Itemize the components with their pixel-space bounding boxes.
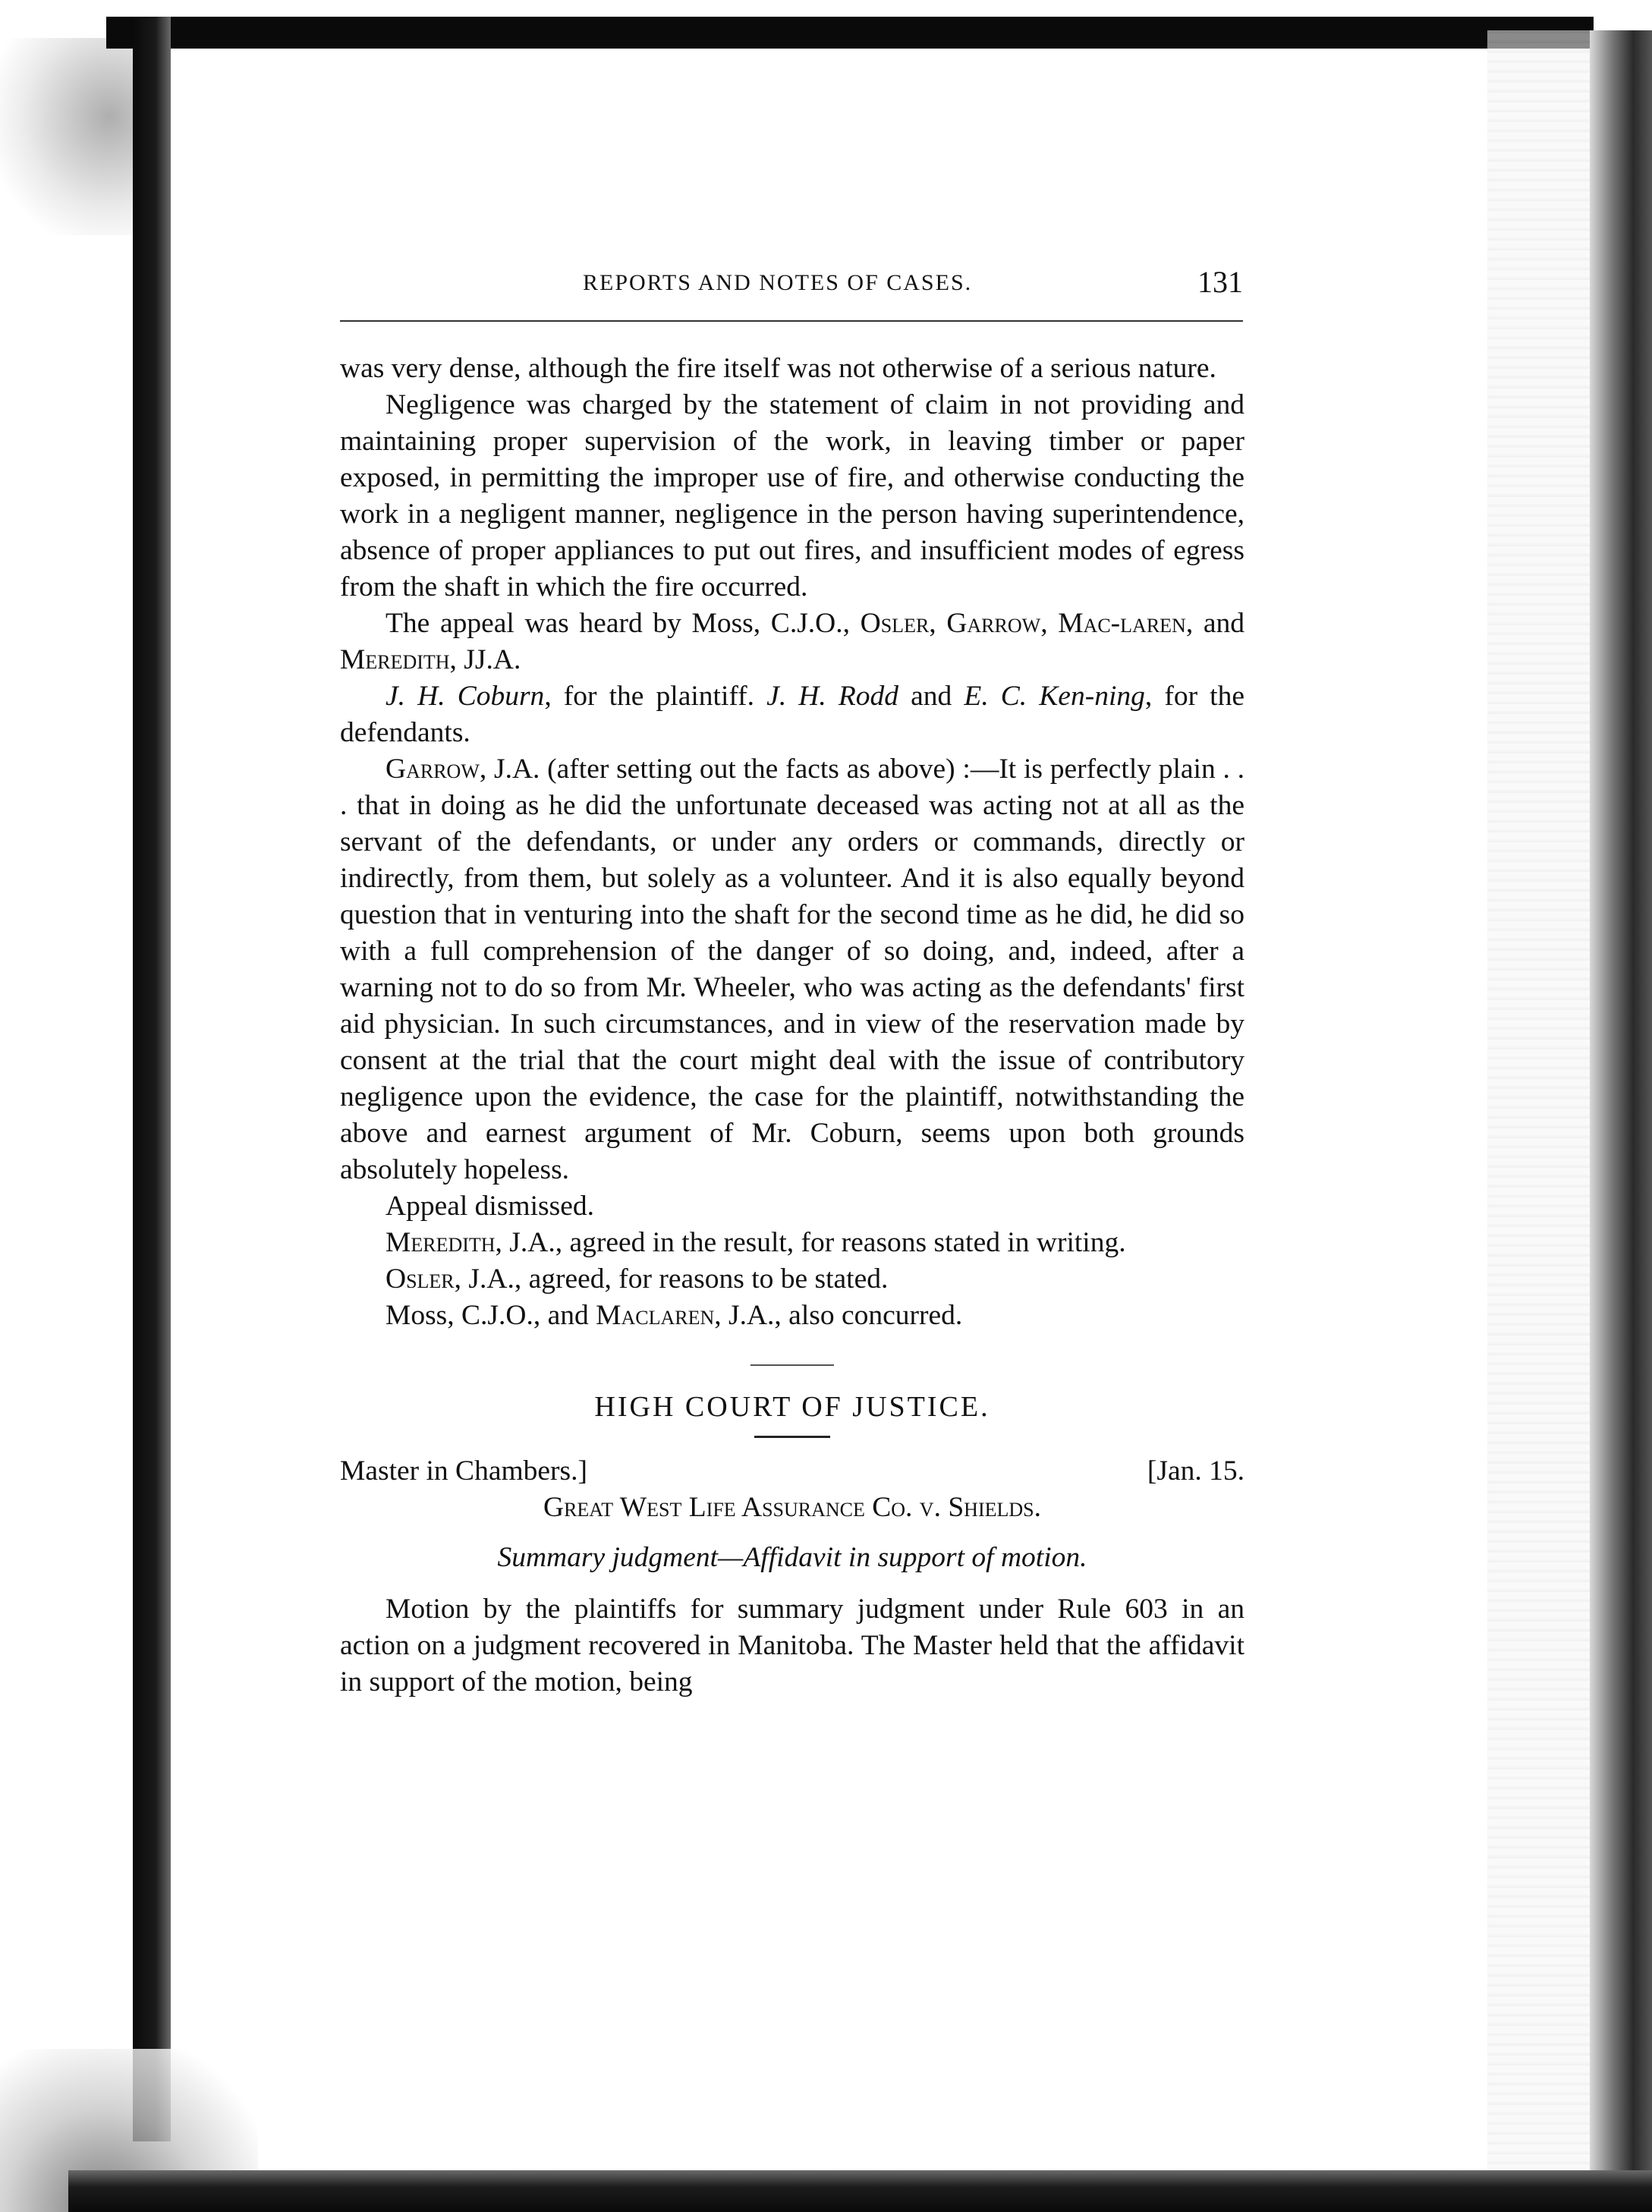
text-run: , bbox=[929, 608, 947, 639]
paragraph-counsel bbox=[340, 678, 1245, 751]
paragraph-osler bbox=[340, 1261, 1245, 1298]
text-run: , J.A. (after setting out the facts as above) :—It is perfectly plain . . . that in doing as he did the unfortunate deceased was acting not at all as the servant of the defendants, or under any orders or commands, directly or indirectly, from them, but solely as a volunteer. And it is also equally beyond question that in venturing into the shaft for the second time as he did, he did so with a full comprehension of the danger of so doing, and, indeed, after a warning not to do so from Mr. Wheeler, who was acting as the defendants' first aid physician. In such circumstances, and in view of the reservation made by consent at the trial that the court might deal with the issue of contributory negligence upon the evidence, the case for the plaintiff, notwithstanding the above and earnest argument of Mr. Coburn, seems upon both grounds absolutely hopeless. bbox=[340, 754, 1245, 1185]
court-title-rule bbox=[754, 1436, 830, 1438]
paragraph-negligence: Negligence was charged by the statement of claim in not providing and maintaining proper supervision of the work, in leaving timber or paper exposed, in permitting the improper use of fire, and otherwise conducting the work in a negligent manner, negligence in the person having superintendence, absence of proper appliances to put out fires, and insufficient modes of egress from the shaft in which the fire occurred. bbox=[340, 389, 1245, 603]
court-title: HIGH COURT OF JUSTICE. bbox=[594, 1391, 990, 1423]
court-line bbox=[340, 1453, 1245, 1490]
judge-name-garrow: Garrow bbox=[946, 608, 1041, 639]
text-run: The appeal was heard by Moss, C.J.O., bbox=[385, 608, 861, 639]
scan-shadow-top-left bbox=[0, 38, 137, 235]
scan-page-edge-right bbox=[1487, 30, 1590, 2201]
running-head: REPORTS AND NOTES OF CASES. bbox=[583, 270, 973, 295]
page-number: 131 bbox=[1197, 265, 1243, 299]
text-run: , J.A., agreed in the result, for reasons stated in writing. bbox=[495, 1227, 1126, 1258]
paragraph-continuation: was very dense, although the fire itself was not otherwise of a serious nature. bbox=[340, 353, 1216, 384]
header-rule bbox=[340, 320, 1243, 322]
paragraph-concurred bbox=[340, 1298, 1245, 1334]
paragraph-judgment bbox=[340, 751, 1245, 1188]
case-title: Great West Life Assurance Co. v. Shields. bbox=[543, 1492, 1041, 1523]
counsel-name-kenning: E. C. Ken-ning bbox=[964, 681, 1145, 712]
scan-border-right bbox=[1590, 30, 1652, 2212]
paragraph-motion: Motion by the plaintiffs for summary judgment under Rule 603 in an action on a judgment recovered in Manitoba. The Master held that the affidavit in support of the motion, being bbox=[340, 1594, 1245, 1698]
page-header bbox=[340, 264, 1243, 317]
text-run: , J.A., also concurred. bbox=[714, 1300, 963, 1331]
page-body bbox=[340, 351, 1245, 1701]
case-date: [Jan. 15. bbox=[1147, 1455, 1245, 1487]
judge-name-maclaren: Mac-laren bbox=[1058, 608, 1186, 639]
paragraph-appeal-dismissed: Appeal dismissed. bbox=[385, 1191, 594, 1222]
text-run: , JJ.A. bbox=[449, 644, 521, 675]
scan-border-top bbox=[106, 17, 1594, 49]
judge-name-osler: Osler bbox=[860, 608, 930, 639]
scan-border-bottom bbox=[68, 2170, 1652, 2212]
judge-name-meredith: Meredith bbox=[385, 1227, 496, 1258]
judge-name-meredith: Meredith bbox=[340, 644, 450, 675]
paragraph-meredith bbox=[340, 1225, 1245, 1261]
text-run: , bbox=[1040, 608, 1059, 639]
case-headnote: Summary judgment—Affidavit in support of motion. bbox=[497, 1542, 1087, 1573]
text-run: and bbox=[898, 681, 964, 712]
court-name: Master in Chambers.] bbox=[340, 1455, 587, 1487]
judge-name-garrow: Garrow bbox=[385, 754, 480, 785]
section-divider bbox=[750, 1364, 834, 1366]
text-run: Moss, C.J.O., and bbox=[385, 1300, 596, 1331]
text-run: , J.A., agreed, for reasons to be stated. bbox=[454, 1263, 889, 1295]
paragraph-appeal-heard bbox=[340, 606, 1245, 678]
counsel-name-rodd: J. H. Rodd bbox=[766, 681, 899, 712]
text-run: , for the defendants. bbox=[340, 681, 1245, 748]
judge-name-osler: Osler bbox=[385, 1263, 455, 1295]
text-run: , and bbox=[1185, 608, 1245, 639]
text-run: , for the plaintiff. bbox=[544, 681, 767, 712]
scan-border-left bbox=[133, 17, 171, 2141]
counsel-name-coburn: J. H. Coburn bbox=[385, 681, 545, 712]
judge-name-maclaren: Maclaren bbox=[596, 1300, 715, 1331]
